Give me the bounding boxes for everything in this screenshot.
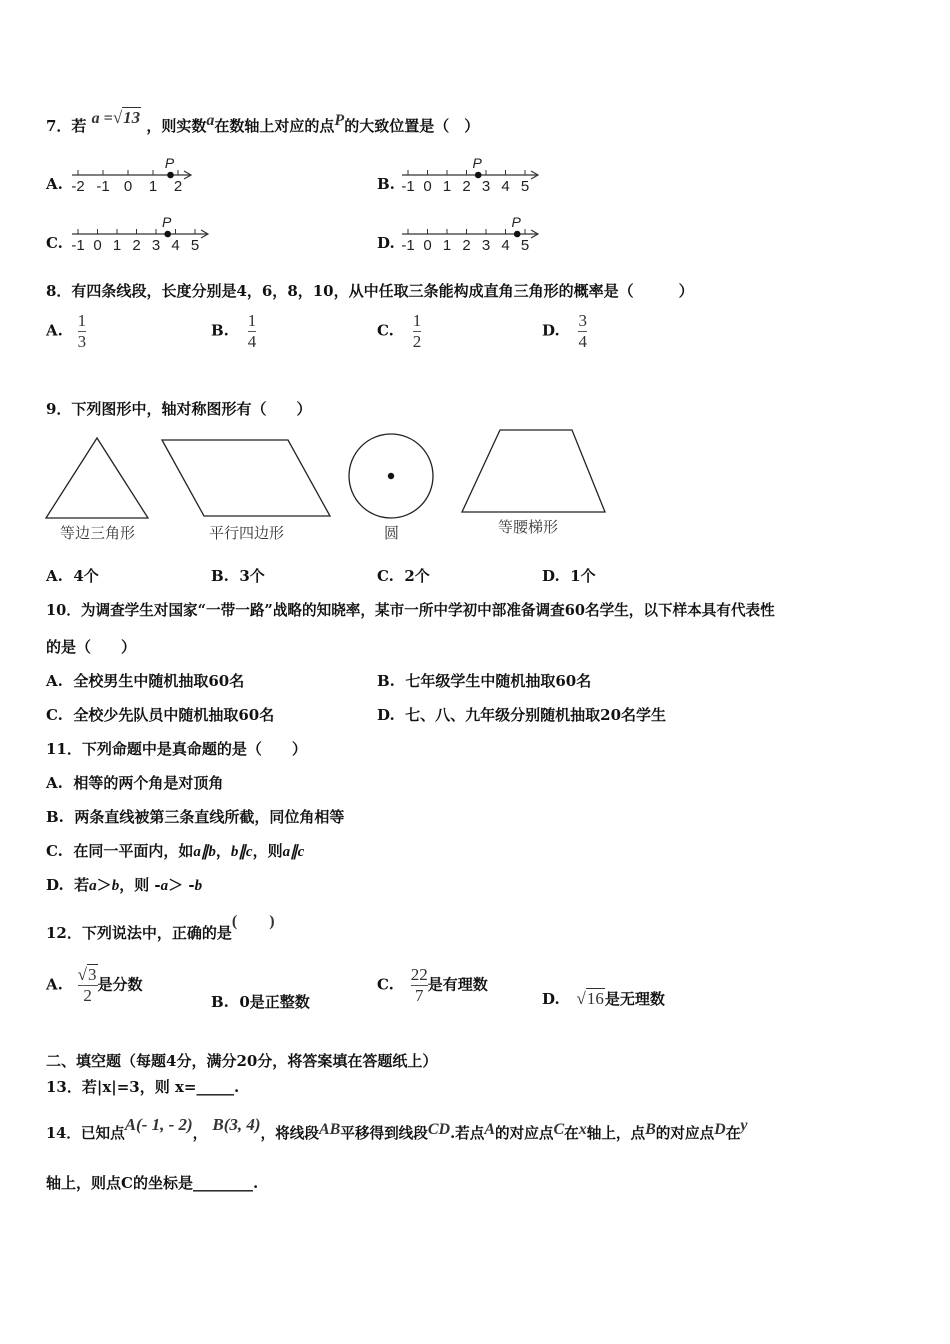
q12-option-c[interactable]: C. $\frac{22}{7}$ 是有理数 xyxy=(377,965,488,1005)
q8-stem: 8．有四条线段，长度分别是4，6，8，10，从中任取三条能构成直角三角形的概率是（ ） xyxy=(46,282,694,300)
q12-stem: 12．下列说法中，正确的是( ) xyxy=(46,913,275,942)
tick-label: 3 xyxy=(481,178,491,195)
q9-option-d[interactable]: D. 1个 xyxy=(542,567,596,585)
tick-label: 2 xyxy=(462,237,471,254)
tick-label: 5 xyxy=(520,178,530,195)
q14-stem-line1: 14．已知点A(- 1, - 2)， B(3, 4)，将线段AB平移得到线段CD.若点A的对应点C在x轴上，点B的对应点D在y xyxy=(46,1115,748,1142)
q7-option-c-label[interactable]: C. xyxy=(46,234,63,252)
q11-option-a[interactable]: A. 相等的两个角是对顶角 xyxy=(46,774,224,792)
q7-option-d-label[interactable]: D. xyxy=(377,234,395,252)
q12-option-a[interactable]: A. $\frac{√3}{2}$ 是分数 xyxy=(46,965,143,1005)
q9-stem: 9．下列图形中，轴对称图形有（ ） xyxy=(46,400,312,418)
tick-label: -2 xyxy=(71,178,85,195)
q11-option-b[interactable]: B. 两条直线被第三条直线所截，同位角相等 xyxy=(46,808,345,826)
q10-option-a[interactable]: A. 全校男生中随机抽取60名 xyxy=(46,672,245,690)
fraction: $\frac{22}{7}$ xyxy=(410,965,428,1005)
tick-label: 5 xyxy=(520,237,530,254)
tick-label: 2 xyxy=(462,178,471,195)
fraction: $\frac{√3}{2}$ xyxy=(77,965,97,1005)
tick-label: 1 xyxy=(112,237,122,254)
q7-option-b-label[interactable]: B. xyxy=(377,175,395,193)
fraction: $\frac{1}{3}$ xyxy=(77,311,87,351)
point-p-dot xyxy=(514,231,521,238)
q7-numberline-b[interactable] xyxy=(400,155,560,197)
isosceles-trapezoid-figure xyxy=(462,430,605,512)
q7-numberline-d[interactable] xyxy=(400,214,560,256)
q10-option-d[interactable]: D. 七、八、九年级分别随机抽取20名学生 xyxy=(377,706,667,724)
tick-label: 2 xyxy=(132,237,141,254)
tick-label: 1 xyxy=(148,178,158,195)
q7-expr: a =√13 xyxy=(91,108,141,127)
fraction: $\frac{3}{4}$ xyxy=(578,311,587,351)
circle-center-dot xyxy=(388,473,394,479)
q7-numberline-c[interactable] xyxy=(70,214,230,256)
tick-label: 2 xyxy=(173,178,183,195)
point-p-dot xyxy=(475,172,482,179)
q9-option-a[interactable]: A. 4个 xyxy=(46,567,99,585)
point-p-label: P xyxy=(511,214,521,230)
q8-option-b[interactable]: B. $\frac{1}{4}$ xyxy=(211,311,257,351)
q11-option-d[interactable]: D. 若a＞b，则 -a＞ -b xyxy=(46,876,203,894)
point-p-dot xyxy=(164,231,171,238)
parallelogram-figure xyxy=(162,440,330,516)
point-p-label: P xyxy=(164,155,175,171)
point-p-label: P xyxy=(162,214,172,230)
tick-label: 4 xyxy=(501,178,510,195)
tick-label: 1 xyxy=(442,237,452,254)
tick-label: 4 xyxy=(501,237,510,254)
caption-parallelogram: 平行四边形 xyxy=(209,524,285,542)
q13-stem: 13．若|x|=3，则 x=_____. xyxy=(46,1078,240,1096)
tick-label: 5 xyxy=(190,237,200,254)
tick-label: -1 xyxy=(401,178,415,195)
q8-option-d[interactable]: D. $\frac{3}{4}$ xyxy=(542,311,587,351)
point-p-dot xyxy=(167,172,174,179)
caption-triangle: 等边三角形 xyxy=(60,524,136,542)
q10-stem-line2: 的是（ ） xyxy=(46,638,137,656)
tick-label: 0 xyxy=(423,237,432,254)
tick-label: -1 xyxy=(96,178,110,195)
tick-label: -1 xyxy=(401,237,415,254)
q7-option-a-label[interactable]: A. xyxy=(46,175,63,193)
q12-option-b[interactable]: B. 0是正整数 xyxy=(211,993,310,1011)
q9-option-b[interactable]: B. 3个 xyxy=(211,567,265,585)
tick-label: 3 xyxy=(481,237,491,254)
tick-label: 0 xyxy=(423,178,432,195)
tick-label: 4 xyxy=(171,237,180,254)
q12-option-d[interactable]: D. √16是无理数 xyxy=(542,989,665,1008)
tick-label: 3 xyxy=(151,237,161,254)
q10-stem-line1: 10．为调查学生对国家“一带一路”战略的知晓率，某市一所中学初中部准备调查60名学生，以下样本具有代表性 xyxy=(46,602,775,619)
q7-numberline-a[interactable] xyxy=(70,155,210,197)
tick-label: -1 xyxy=(71,237,85,254)
q8-option-a[interactable]: A. $\frac{1}{3}$ xyxy=(46,311,87,351)
section2-title: 二、填空题（每题4分，满分20分，将答案填在答题纸上） xyxy=(46,1052,438,1070)
q7-stem: 7．若 a =√13 ，则实数a在数轴上对应的点P的大致位置是（ ） xyxy=(46,108,480,135)
tick-label: 0 xyxy=(93,237,102,254)
fraction: $\frac{1}{4}$ xyxy=(247,311,257,351)
point-p-label: P xyxy=(472,155,482,171)
caption-trapezoid: 等腰梯形 xyxy=(498,518,559,536)
q8-option-c[interactable]: C. $\frac{1}{2}$ xyxy=(377,311,422,351)
q11-stem: 11．下列命题中是真命题的是（ ） xyxy=(46,740,307,758)
q10-option-b[interactable]: B. 七年级学生中随机抽取60名 xyxy=(377,672,592,690)
q11-option-c[interactable]: C. 在同一平面内，如a∥b，b∥c，则a∥c xyxy=(46,842,305,860)
caption-circle: 圆 xyxy=(384,524,400,542)
q9-option-c[interactable]: C. 2个 xyxy=(377,567,430,585)
q14-stem-line2: 轴上，则点C的坐标是________. xyxy=(46,1174,259,1192)
fraction: $\frac{1}{2}$ xyxy=(412,311,422,351)
sqrt-expression: √16 xyxy=(576,989,604,1008)
equilateral-triangle-figure xyxy=(46,438,148,518)
tick-label: 0 xyxy=(123,178,133,195)
q10-option-c[interactable]: C. 全校少先队员中随机抽取60名 xyxy=(46,706,275,724)
tick-label: 1 xyxy=(442,178,452,195)
